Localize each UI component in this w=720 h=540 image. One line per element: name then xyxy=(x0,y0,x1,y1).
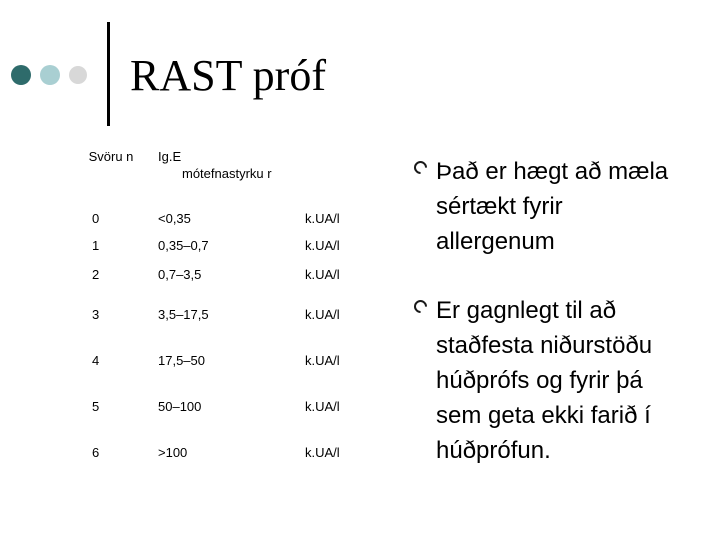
bullet-ring-icon xyxy=(411,158,429,176)
row-range: 3,5–17,5 xyxy=(158,307,209,322)
title-divider-line xyxy=(107,22,110,126)
light-teal-dot xyxy=(40,65,60,85)
row-unit: k.UA/l xyxy=(305,353,340,368)
slide-title: RAST próf xyxy=(130,51,326,100)
row-grade: 5 xyxy=(92,399,100,414)
row-unit: k.UA/l xyxy=(305,399,340,414)
header-ige: Ig.E xyxy=(158,149,182,164)
bullet-text: Er gagnlegt til að staðfesta niðurstöðu húðprófs og fyrir þá sem geta ekki farið í húðprófun. xyxy=(436,297,653,464)
row-range: <0,35 xyxy=(158,211,191,226)
row-range: 50–100 xyxy=(158,399,202,414)
row-unit: k.UA/l xyxy=(305,307,340,322)
row-unit: k.UA/l xyxy=(305,238,340,253)
row-unit: k.UA/l xyxy=(305,445,340,460)
bullet-item xyxy=(414,293,714,468)
bullet-ring-icon xyxy=(411,297,429,315)
row-range: >100 xyxy=(158,445,188,460)
row-grade: 6 xyxy=(92,445,100,460)
header-motefnastyrkur: mótefnastyrku r xyxy=(182,166,272,181)
row-grade: 0 xyxy=(92,211,100,226)
bullet-list xyxy=(414,154,714,486)
row-grade: 3 xyxy=(92,307,100,322)
row-unit: k.UA/l xyxy=(305,211,340,226)
row-range: 17,5–50 xyxy=(158,353,205,368)
row-range: 0,7–3,5 xyxy=(158,267,202,282)
grey-dot xyxy=(69,66,87,84)
dark-teal-dot xyxy=(11,65,31,85)
bullet-text: Það er hægt að mæla sértækt fyrir allergenum xyxy=(436,158,669,255)
header-svorun: Svöru n xyxy=(88,149,134,164)
row-unit: k.UA/l xyxy=(305,267,340,282)
row-grade: 4 xyxy=(92,353,100,368)
row-range: 0,35–0,7 xyxy=(158,238,209,253)
row-grade: 1 xyxy=(92,238,100,253)
row-grade: 2 xyxy=(92,267,100,282)
bullet-item xyxy=(414,154,714,259)
